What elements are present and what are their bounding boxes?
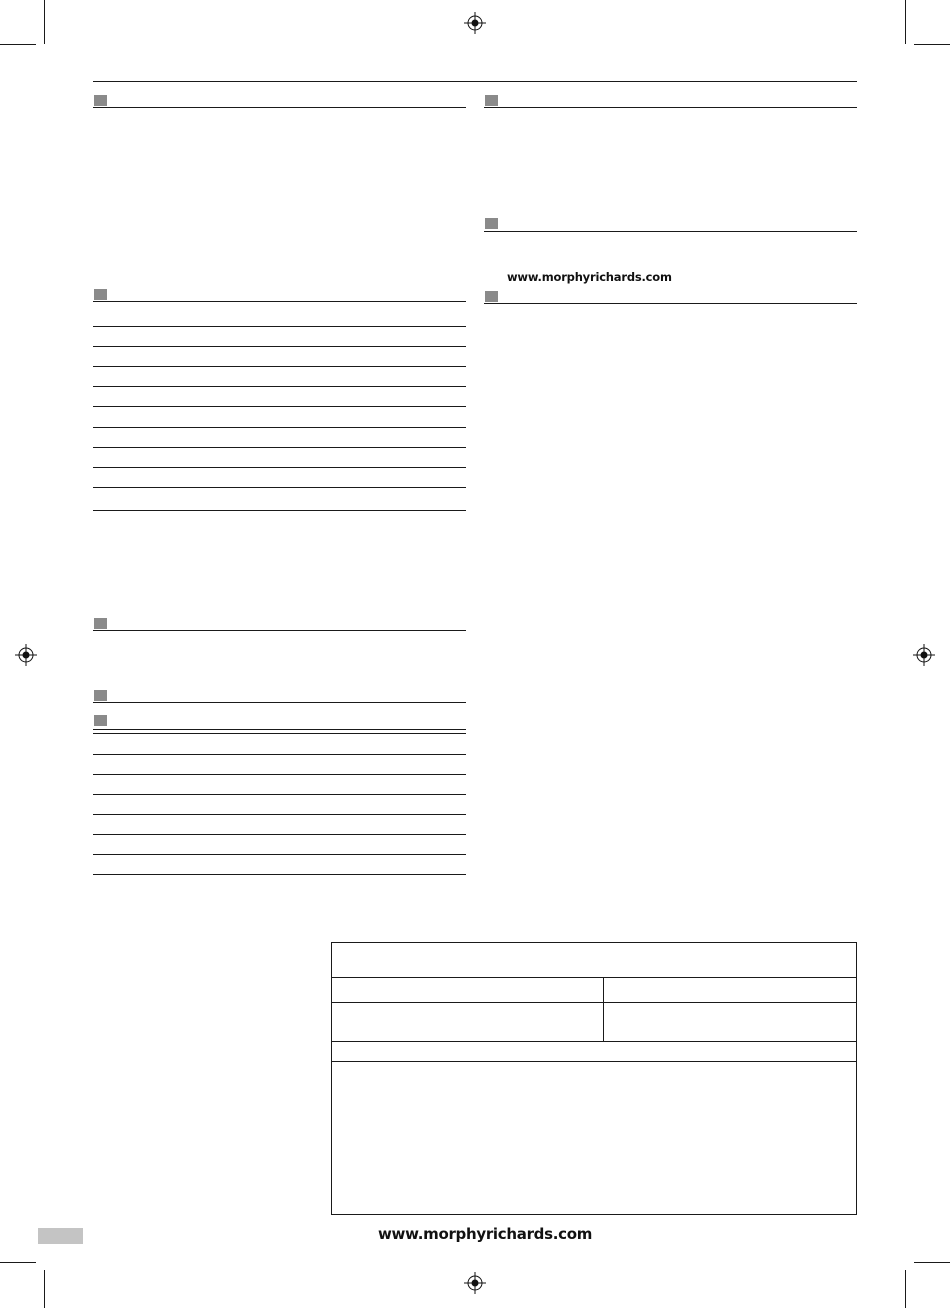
form-row-rule	[331, 977, 857, 978]
section-heading-marker	[485, 291, 498, 302]
table-row-rule	[93, 386, 466, 387]
form-row-rule	[331, 1002, 857, 1003]
section-heading-rule	[93, 729, 466, 730]
table-row-rule	[93, 814, 466, 815]
section-heading-rule	[484, 303, 857, 304]
crop-mark-icon	[44, 1270, 45, 1308]
section-heading-rule	[93, 301, 466, 302]
crop-mark-icon	[905, 0, 906, 44]
section-heading-rule	[484, 231, 857, 232]
page-number-tab	[38, 1228, 83, 1244]
crop-mark-icon	[905, 1270, 906, 1308]
table-row-rule	[93, 510, 466, 511]
table-row-rule	[93, 427, 466, 428]
table-row-rule	[93, 774, 466, 775]
table-row-rule	[93, 834, 466, 835]
crop-mark-icon	[0, 1262, 36, 1263]
crop-mark-icon	[44, 0, 45, 44]
section-heading-marker	[94, 618, 107, 629]
form-column-divider	[603, 977, 604, 1041]
section-heading-marker	[94, 95, 107, 106]
form-row-rule	[331, 1041, 857, 1042]
registration-mark-icon	[15, 644, 37, 666]
table-row-rule	[93, 874, 466, 875]
footer-website-url[interactable]: www.morphyrichards.com	[378, 1225, 593, 1243]
website-url[interactable]: www.morphyrichards.com	[507, 270, 672, 284]
crop-mark-icon	[914, 44, 950, 45]
table-row-rule	[93, 326, 466, 327]
table-row-rule	[93, 754, 466, 755]
registration-mark-icon	[913, 644, 935, 666]
table-row-rule	[93, 854, 466, 855]
section-heading-marker	[94, 690, 107, 701]
section-heading-rule	[93, 630, 466, 631]
table-row-rule	[93, 346, 466, 347]
crop-mark-icon	[914, 1262, 950, 1263]
form-box-border	[331, 942, 857, 1215]
section-heading-rule	[93, 107, 466, 108]
table-row-rule	[93, 733, 466, 734]
registration-mark-icon	[464, 1272, 486, 1294]
registration-mark-icon	[464, 12, 486, 34]
section-heading-marker	[94, 715, 107, 726]
table-row-rule	[93, 467, 466, 468]
table-row-rule	[93, 487, 466, 488]
table-row-rule	[93, 794, 466, 795]
section-heading-rule	[484, 107, 857, 108]
top-rule	[93, 81, 857, 82]
table-row-rule	[93, 447, 466, 448]
table-row-rule	[93, 406, 466, 407]
section-heading-rule	[93, 702, 466, 703]
section-heading-marker	[485, 218, 498, 229]
section-heading-marker	[485, 95, 498, 106]
table-row-rule	[93, 366, 466, 367]
section-heading-marker	[94, 289, 107, 300]
crop-mark-icon	[0, 44, 36, 45]
form-row-rule	[331, 1061, 857, 1062]
